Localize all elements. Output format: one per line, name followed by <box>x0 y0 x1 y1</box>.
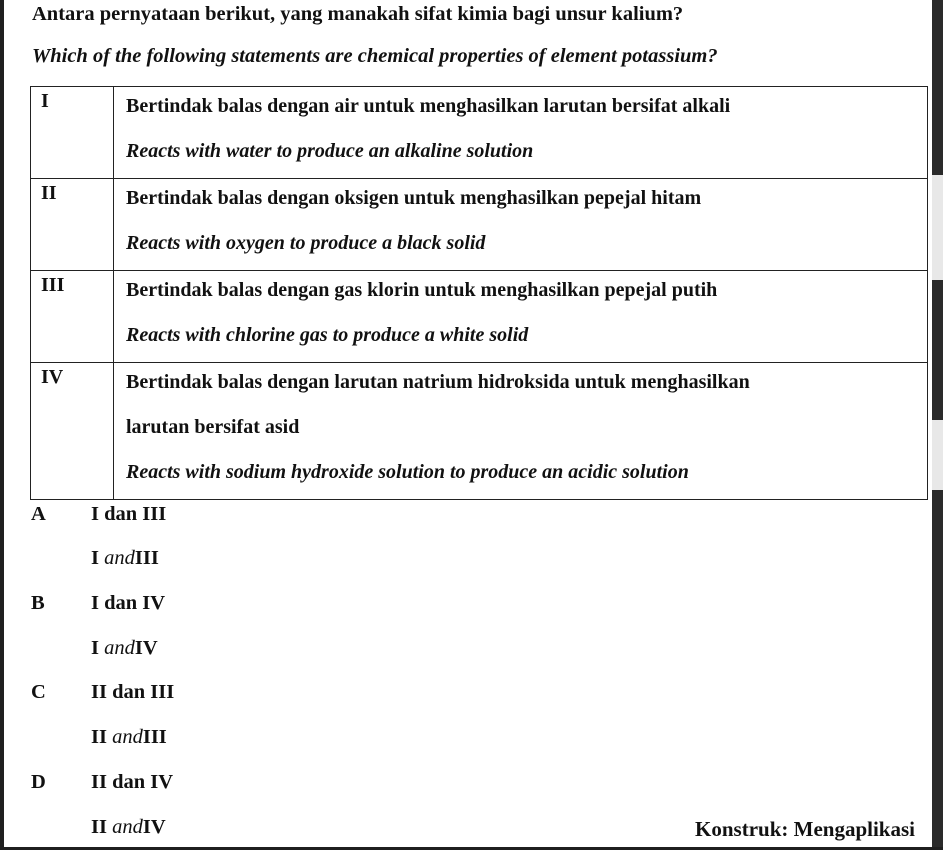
option-english <box>91 637 158 660</box>
option-en-and: and <box>104 637 135 659</box>
frame-left-edge <box>0 0 4 850</box>
option-en-first: II <box>91 816 107 838</box>
option-malay: I dan III <box>91 503 167 525</box>
option-en-and: and <box>104 547 135 569</box>
option-english <box>91 726 167 749</box>
statement-malay-continued: larutan bersifat asid <box>126 416 300 438</box>
frame-right-light-strip <box>932 175 943 280</box>
statement-malay: Bertindak balas dengan oksigen untuk menghasilkan pepejal hitam <box>126 187 702 209</box>
statement-numeral: IV <box>31 363 114 500</box>
option-en-second: IV <box>134 637 158 659</box>
statement-row <box>31 271 928 363</box>
statements-table <box>30 86 928 500</box>
option-letter: D <box>31 771 46 793</box>
option-en-first: I <box>91 637 99 659</box>
option-en-second: III <box>134 547 159 569</box>
statement-text <box>114 363 928 500</box>
statement-english: Reacts with chlorine gas to produce a white solid <box>126 324 529 346</box>
option-en-and: and <box>112 726 143 748</box>
option-english <box>91 547 159 570</box>
statement-english: Reacts with oxygen to produce a black solid <box>126 232 486 254</box>
question-malay: Antara pernyataan berikut, yang manakah sifat kimia bagi unsur kalium? <box>32 3 684 25</box>
statement-malay: Bertindak balas dengan air untuk menghasilkan larutan bersifat alkali <box>126 95 731 117</box>
construct-label: Konstruk: Mengaplikasi <box>695 817 915 841</box>
option-en-second: IV <box>142 816 166 838</box>
option-malay: I dan IV <box>91 592 166 614</box>
statement-row <box>31 363 928 500</box>
statement-numeral: III <box>31 271 114 363</box>
option-letter: C <box>31 681 46 703</box>
statement-text <box>114 271 928 363</box>
frame-right-edge <box>932 0 943 850</box>
statement-numeral: II <box>31 179 114 271</box>
statement-malay: Bertindak balas dengan larutan natrium hidroksida untuk menghasilkan <box>126 371 750 393</box>
statement-text <box>114 87 928 179</box>
option-en-first: II <box>91 726 107 748</box>
statement-text <box>114 179 928 271</box>
option-malay: II dan IV <box>91 771 174 793</box>
statement-numeral: I <box>31 87 114 179</box>
option-letter: B <box>31 592 45 614</box>
statement-english: Reacts with water to produce an alkaline solution <box>126 140 534 162</box>
frame-right-light-strip <box>932 420 943 490</box>
question-english: Which of the following statements are chemical properties of element potassium? <box>32 45 718 67</box>
option-letter: A <box>31 503 46 525</box>
option-en-first: I <box>91 547 99 569</box>
statement-row <box>31 179 928 271</box>
option-en-and: and <box>112 816 143 838</box>
option-malay: II dan III <box>91 681 175 703</box>
option-en-second: III <box>142 726 167 748</box>
statement-row <box>31 87 928 179</box>
statement-malay: Bertindak balas dengan gas klorin untuk menghasilkan pepejal putih <box>126 279 718 301</box>
statement-english: Reacts with sodium hydroxide solution to produce an acidic solution <box>126 461 689 483</box>
option-english <box>91 816 166 839</box>
